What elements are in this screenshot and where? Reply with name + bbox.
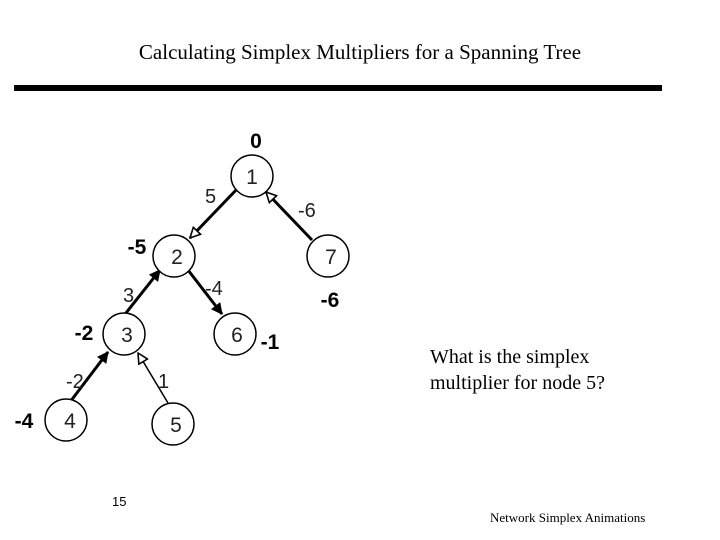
tree-node-2 — [153, 235, 195, 277]
tree-node-3 — [103, 313, 145, 355]
multiplier-node-1: 0 — [250, 130, 262, 153]
multiplier-node-4: -4 — [14, 410, 34, 433]
node-label-1: 1 — [246, 166, 258, 189]
node-label-6: 6 — [231, 324, 243, 347]
node-label-5: 5 — [170, 414, 182, 437]
tree-node-7 — [307, 235, 349, 277]
node-label-2: 2 — [171, 246, 183, 269]
node-label-3: 3 — [121, 324, 133, 347]
multiplier-node-2: -5 — [127, 236, 147, 259]
footer-text: Network Simplex Animations — [490, 510, 646, 525]
node-label-7: 7 — [325, 246, 337, 269]
slide-title: Calculating Simplex Multipliers for a Spanning Tree — [138, 40, 582, 64]
slide-number: 15 — [112, 494, 127, 509]
edge-cost-4-3: -2 — [66, 371, 84, 393]
multiplier-node-7: -6 — [320, 289, 340, 312]
edge-cost-2-6: -4 — [205, 278, 223, 300]
multiplier-node-3: -2 — [74, 322, 94, 345]
tree-node-1 — [231, 155, 273, 197]
tree-node-5 — [152, 403, 194, 445]
node-label-4: 4 — [64, 410, 76, 433]
multiplier-node-6: -1 — [260, 331, 280, 354]
tree-node-4 — [45, 399, 87, 441]
question-text: What is the simplex multiplier for node 5? — [430, 346, 605, 394]
tree-node-6 — [214, 313, 256, 355]
edge-cost-7-1: -6 — [298, 200, 316, 222]
edge-cost-1-2: 5 — [205, 186, 217, 208]
edge-cost-3-2: 3 — [123, 285, 135, 307]
edge-cost-5-3: 1 — [158, 371, 170, 393]
